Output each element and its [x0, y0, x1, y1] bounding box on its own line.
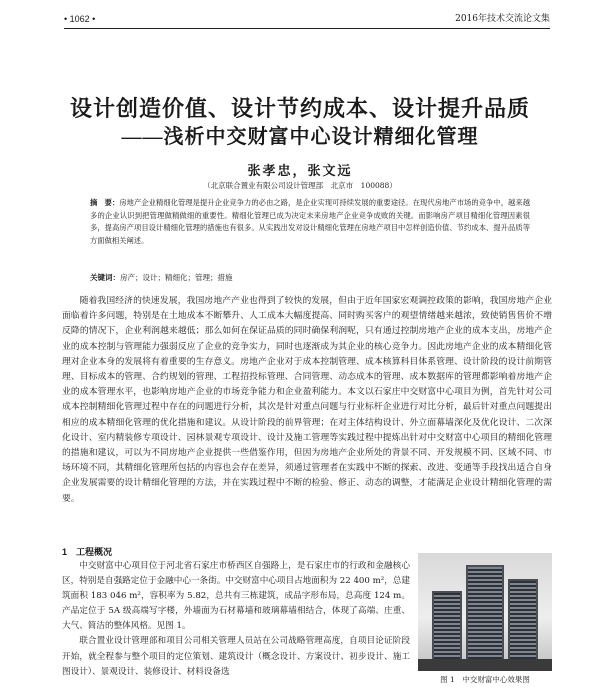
authors: 张孝忠，张文远	[247, 164, 353, 179]
building-center	[466, 565, 504, 661]
paper-subtitle: ——浅析中交财富中心设计精细化管理	[121, 126, 479, 148]
building-left	[432, 591, 462, 661]
intro-paragraph: 随着我国经济的快速发展，我国房地产产业也得到了较快的发展，但由于近年国家宏观调控政策的影响，我国房地产企业面临着许多问题，特别是在土地成本不断攀升、人工成本大幅度提高、同时购买客户的观望情绪越来越浓，致使销售售价不增反降的情况下，企业利润越来越低；那么如何在保证品质的同时确保利润呢，只有通过控制房地产企业的成本支出，房地产企业的成本控制与管理能力强弱反应了企业的竞争实力，同时也逐渐成为其企业的核心竞争力。因此房地产企业的成本精细化管理对企业本身的发展将有着重要的生存意义。房地产企业对于成本控制管理、成本核算科目体系管理、设计阶段的设计前期管理、目标成本的管理、合约规划的管理、工程招投标管理、合同管理、动态成本的管理、成本数据库的管理都影响着房地产企业的成本管理水平，也影响房地产企业的市场竞争能力和企业盈利能力。本文以石家庄中交财富中心项目为例，首先针对公司成本控制精细化管理过程中存在的问题进行分析，其次是针对重点问题与行业标杆企业进行对比分析，最后针对重点问题提出相应的成本精细化管理的优化措施和建议。从设计阶段的前界管理；在对主体结构设计、外立面幕墙深化及优化设计、二次深化设计、室内精装修专项设计、园林景观专项设计、设计及施工管理等实践过程中提炼出针对中交财富中心项目的精细化管理的措施和建议，可以为不同房地产企业提供一些借鉴作用，但因为房地产企业所处的背景不同、开发规模不同、区域不同、市场环境不同，其精细化管理所包括的内容也会存在差异，须通过管理者在实践中不断的探索、改进、变通等手段找出适合自身企业发展需要的设计精细化管理的方法，并在实践过程中不断的检验、修正、动态的调整，才能满足企业设计精细化管理的需要。	[62, 296, 552, 504]
ground	[418, 659, 552, 671]
building-rendering-image	[418, 553, 552, 671]
figure-caption: 图 1 中交财富中心效果图	[440, 675, 530, 684]
section-heading: 1 工程概况	[62, 547, 113, 557]
running-header	[64, 10, 550, 29]
section-paragraph-2: 联合置业设计管理部和项目公司相关管理人员站在公司战略管理高度，自项目论证阶段开始，就全程参与整个项目的定位策划、建筑设计（概念设计、方案设计、初步设计、施工图设计）、景观设计、装修设计、材料设备选	[62, 636, 410, 677]
section-body	[62, 559, 410, 680]
abstract	[90, 197, 530, 247]
abstract-label: 摘 要：	[90, 198, 120, 207]
abstract-text: 房地产企业精细化管理是提升企业竞争力的必由之路，是企业实现可持续发展的重要途径。在现代房地产市场的竞争中，越来越多的企业认识到把管理做精做细的重要性。精细化管理已成为决定未来房地产企业竞争成败的关键。而影响房产项目精细化管理因素很多，提高房产项目设计精细化管理的措施也有很多。从实践出发对设计精细化管理在房地产项目中怎样创造价值、节约成本、提升品质等方面做相关阐述。	[90, 198, 531, 245]
affiliation: （北京联合置业有限公司设计管理部 北京市 100088）	[203, 181, 397, 190]
keywords-text: 房产；设计；精细化；管理；措施	[120, 273, 233, 282]
journal-name: 2016年技术交流论文集	[455, 14, 550, 24]
section-paragraph-1: 中交财富中心项目位于河北省石家庄市桥西区自强路上，是石家庄市的行政和金融核心区，特别是自强路定位于金融中心一条街。中交财富中心项目占地面积为 22 400 m²，总建筑面积 183 046 m²，容积率为 5.82，总共有三栋建筑，成品字形布局，总高度 124 m。产品定位于 5A 级高端写字楼，外墙面为石材幕墙和玻璃幕墙相结合，体现了高端、庄重、大气、简洁的整体风格。见图 1。	[62, 561, 410, 632]
keywords-label: 关键词：	[90, 273, 120, 282]
paper-title: 设计创造价值、设计节约成本、设计提升品质	[69, 96, 530, 121]
page-number: • 1062 •	[64, 14, 96, 24]
building-right	[508, 579, 538, 661]
keywords	[90, 272, 530, 284]
